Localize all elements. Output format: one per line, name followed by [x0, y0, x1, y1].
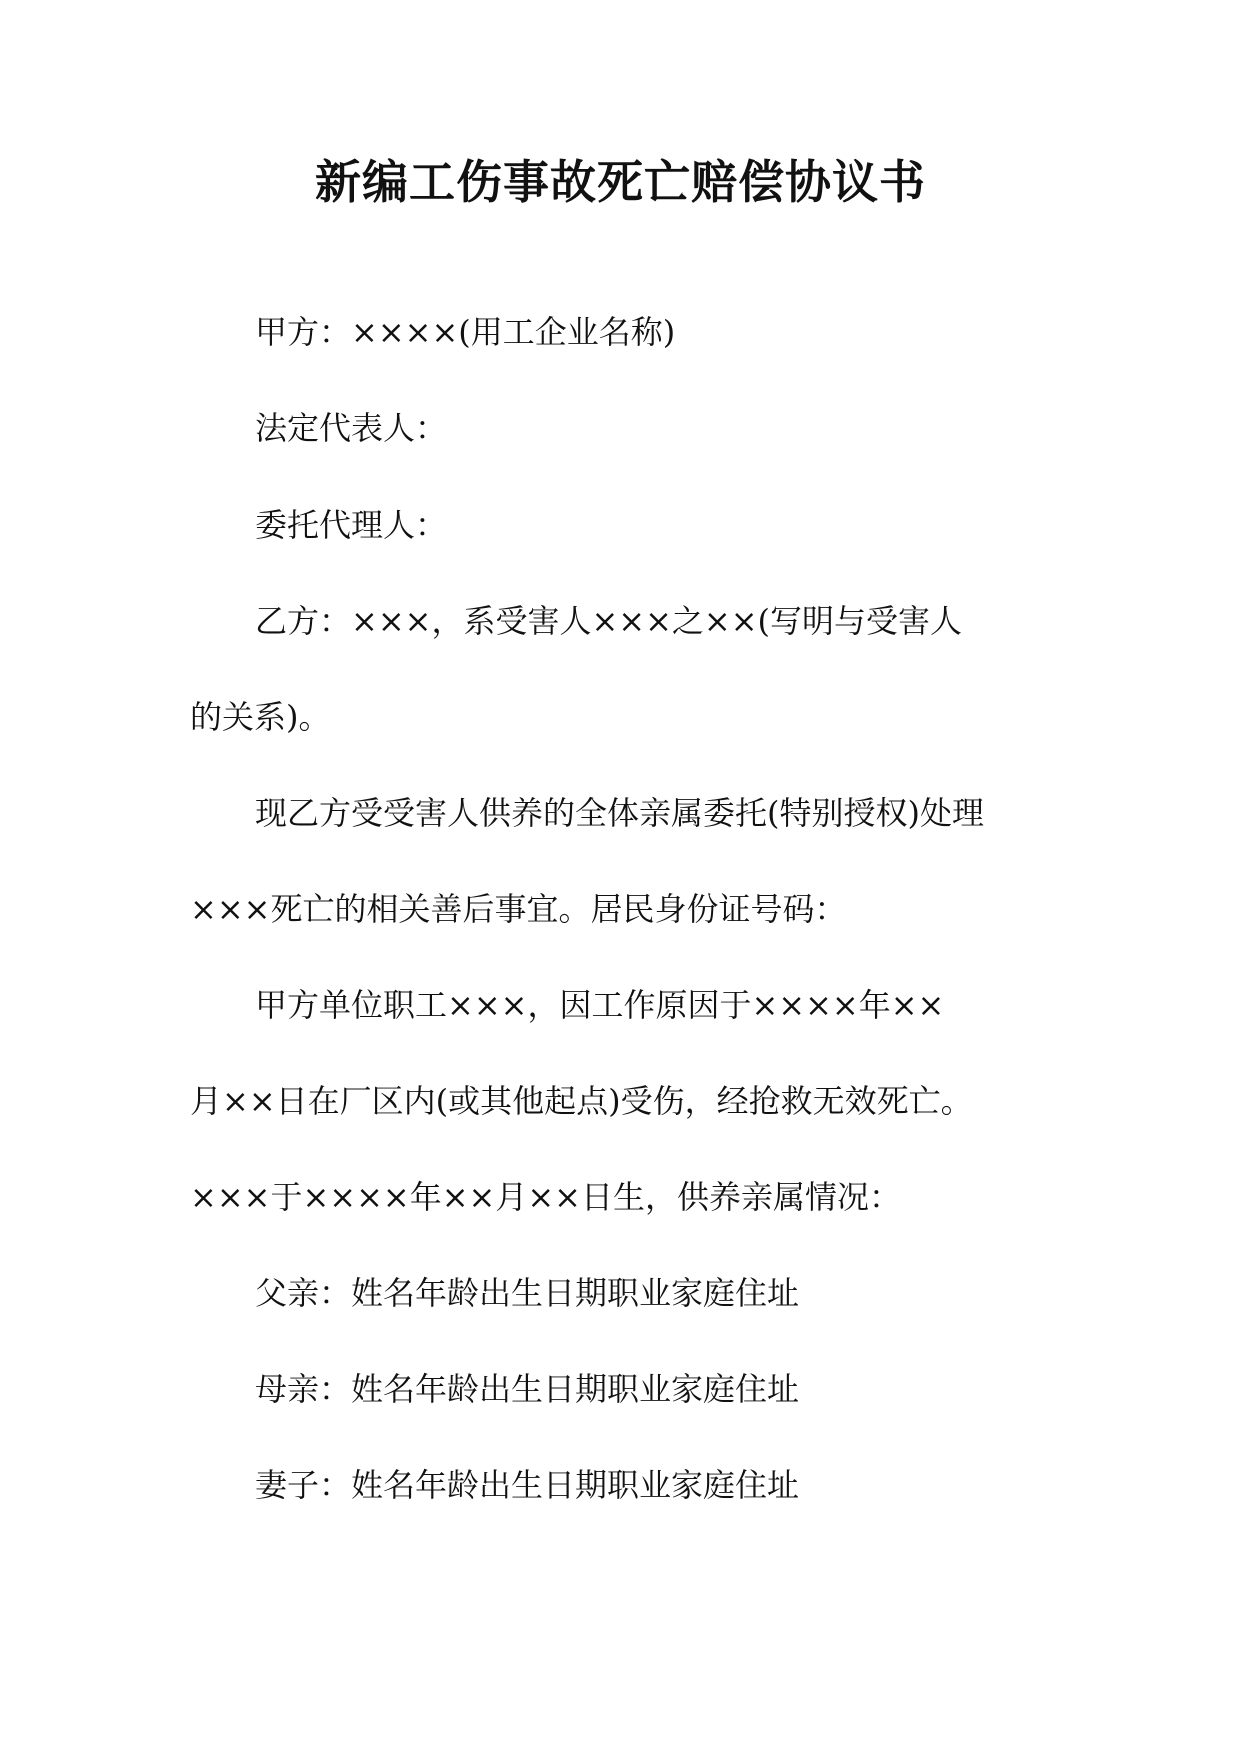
incident-line-continued: 月××日在厂区内(或其他起点)受伤，经抢救无效死亡。 [190, 1082, 973, 1120]
document-title: 新编工伤事故死亡赔偿协议书 [315, 155, 926, 209]
dependent-mother-line: 母亲：姓名年龄出生日期职业家庭住址 [255, 1370, 800, 1408]
incident-line: 甲方单位职工×××，因工作原因于××××年×× [255, 986, 945, 1024]
dependent-father-line: 父亲：姓名年龄出生日期职业家庭住址 [255, 1274, 800, 1312]
entrustment-line: 现乙方受受害人供养的全体亲属委托(特别授权)处理 [255, 794, 984, 832]
party-b-line-continued: 的关系)。 [190, 698, 331, 736]
dependents-intro-line: ×××于××××年××月××日生，供养亲属情况： [190, 1178, 901, 1216]
entrustment-line-continued: ×××死亡的相关善后事宜。居民身份证号码： [190, 890, 847, 928]
party-a-line: 甲方：××××(用工企业名称) [255, 313, 676, 351]
legal-representative-line: 法定代表人： [255, 409, 448, 447]
authorized-agent-line: 委托代理人： [255, 506, 448, 544]
party-b-line: 乙方：×××，系受害人×××之××(写明与受害人 [255, 602, 962, 640]
dependent-wife-line: 妻子：姓名年龄出生日期职业家庭住址 [255, 1466, 800, 1504]
